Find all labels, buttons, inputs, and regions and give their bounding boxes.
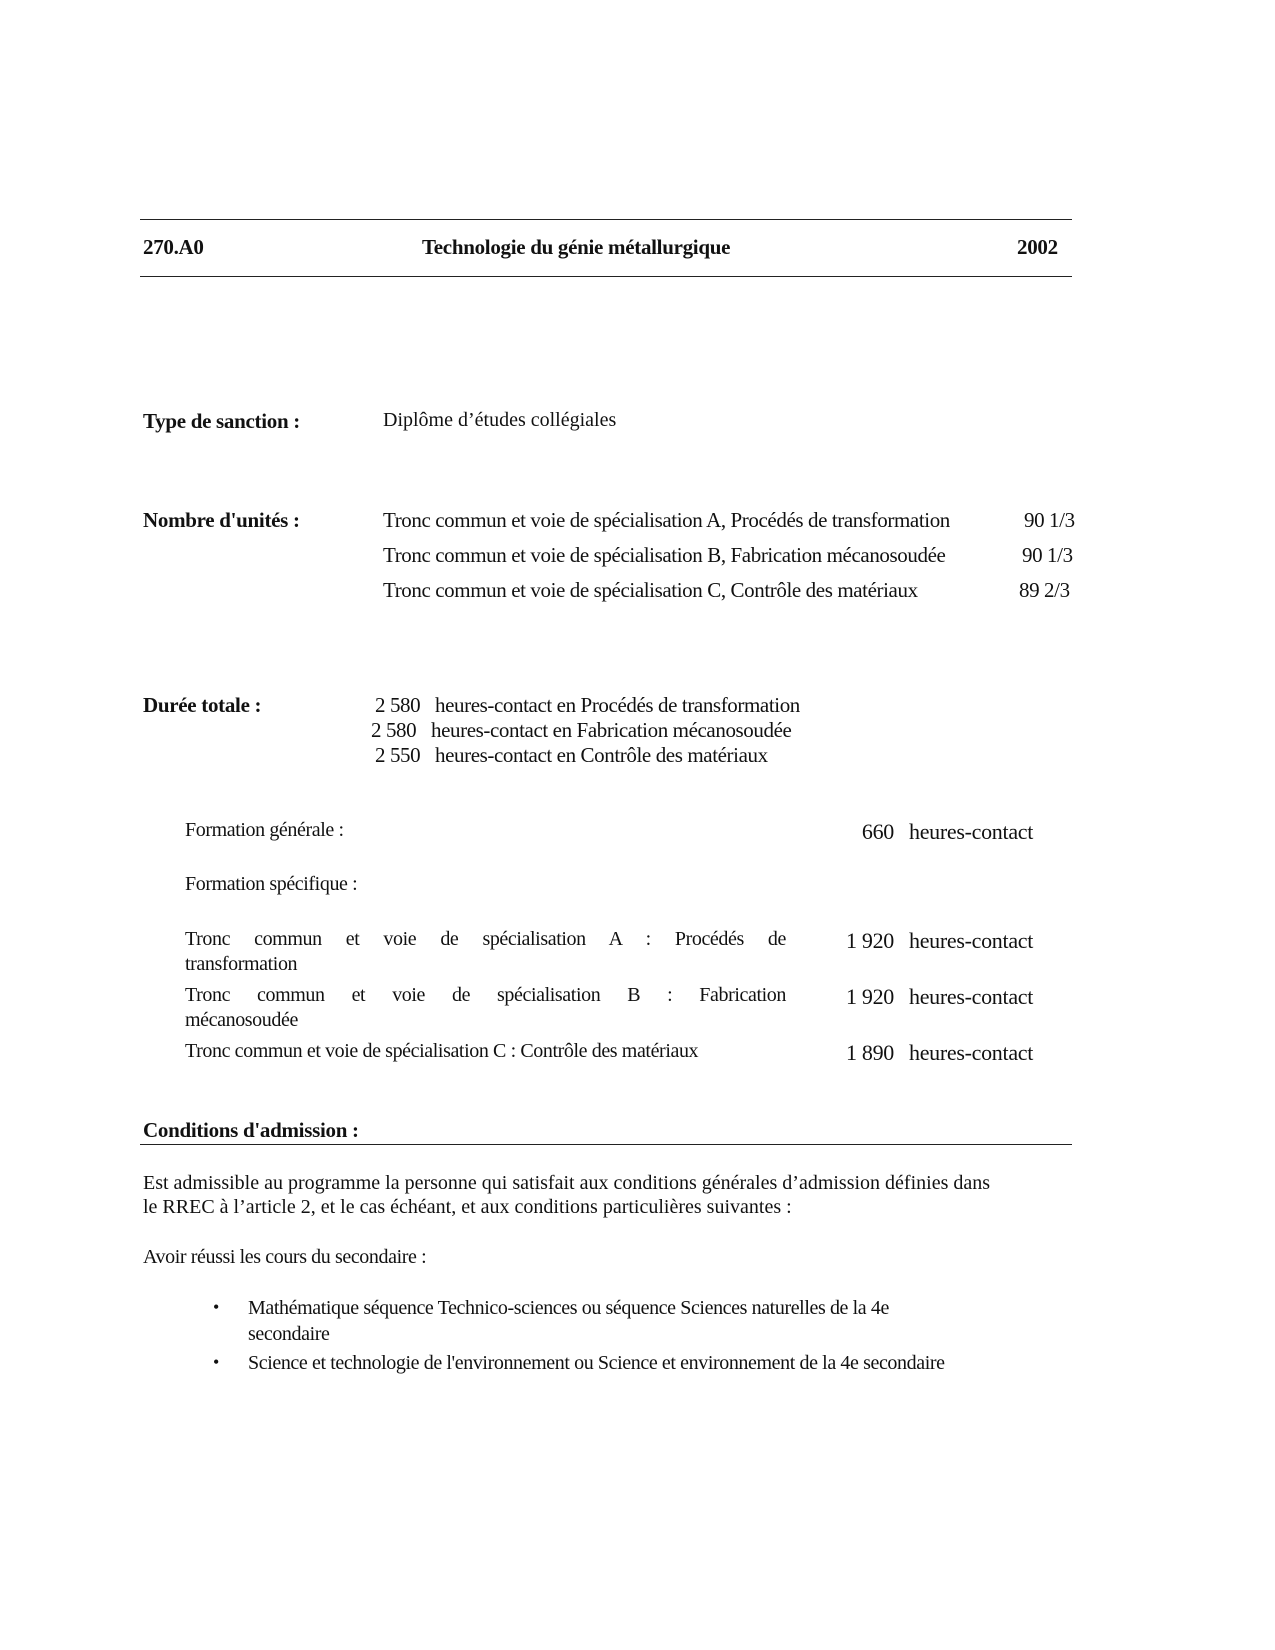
program-year: 2002: [1017, 235, 1058, 259]
general-formation-hours: 660: [861, 819, 894, 844]
specific-row-unit: heures-contact: [909, 928, 1034, 953]
bullet-item-line2: secondaire: [248, 1323, 330, 1345]
bullet-item-line1: Mathématique séquence Technico-sciences ou séquence Sciences naturelles de la 4e: [248, 1297, 889, 1319]
duration-row-text: heures-contact en Procédés de transformation: [435, 693, 800, 717]
units-row-value: 90 1/3: [1022, 543, 1073, 567]
admission-paragraph-line1: Est admissible au programme la personne qui satisfait aux conditions générales d’admission définies dans: [143, 1172, 991, 1194]
duration-label: Durée totale :: [143, 693, 262, 717]
specific-row-line2: mécanosoudée: [185, 1009, 298, 1031]
duration-row-text: heures-contact en Fabrication mécanosoudée: [431, 718, 792, 742]
admission-intro: Avoir réussi les cours du secondaire :: [143, 1246, 427, 1268]
specific-row-hours: 1 920: [845, 928, 894, 953]
duration-row-text: heures-contact en Contrôle des matériaux: [435, 743, 768, 767]
sanction-label: Type de sanction :: [143, 409, 300, 433]
units-row-text: Tronc commun et voie de spécialisation B, Fabrication mécanosoudée: [383, 543, 946, 567]
specific-row-unit: heures-contact: [909, 984, 1034, 1009]
specific-row-hours: 1 890: [845, 1040, 894, 1065]
header-top-rule: [140, 219, 1072, 220]
units-row-text: Tronc commun et voie de spécialisation A, Procédés de transformation: [383, 508, 950, 532]
specific-row-line2: transformation: [185, 953, 298, 975]
admission-rule: [140, 1144, 1072, 1145]
general-formation-unit: heures-contact: [909, 819, 1034, 844]
units-label: Nombre d'unités :: [143, 508, 300, 532]
program-title: Technologie du génie métallurgique: [422, 235, 731, 259]
specific-row-line1: Tronc commun et voie de spécialisation C : Contrôle des matériaux: [185, 1040, 699, 1062]
duration-row-hours: 2 550: [375, 743, 421, 767]
specific-formation-label: Formation spécifique :: [185, 873, 358, 895]
admission-paragraph-line2: le RREC à l’article 2, et le cas échéant, et aux conditions particulières suivantes :: [143, 1196, 792, 1218]
units-row-text: Tronc commun et voie de spécialisation C, Contrôle des matériaux: [383, 578, 918, 602]
header-bottom-rule: [140, 276, 1072, 277]
specific-row-hours: 1 920: [845, 984, 894, 1009]
units-row-value: 89 2/3: [1019, 578, 1070, 602]
specific-row-line1: Tronc commun et voie de spécialisation B : Fabrication: [185, 984, 786, 1006]
bullet-icon: •: [213, 1297, 220, 1317]
specific-row-line1: Tronc commun et voie de spécialisation A : Procédés de: [185, 928, 786, 950]
admission-heading: Conditions d'admission :: [143, 1118, 359, 1142]
bullet-icon: •: [213, 1352, 220, 1372]
program-code: 270.A0: [143, 235, 204, 259]
duration-row-hours: 2 580: [375, 693, 421, 717]
bullet-item-line1: Science et technologie de l'environnement ou Science et environnement de la 4e secondaire: [248, 1352, 945, 1374]
sanction-value: Diplôme d’études collégiales: [383, 409, 617, 431]
units-row-value: 90 1/3: [1024, 508, 1075, 532]
duration-row-hours: 2 580: [371, 718, 417, 742]
general-formation-label: Formation générale :: [185, 819, 344, 841]
specific-row-unit: heures-contact: [909, 1040, 1034, 1065]
